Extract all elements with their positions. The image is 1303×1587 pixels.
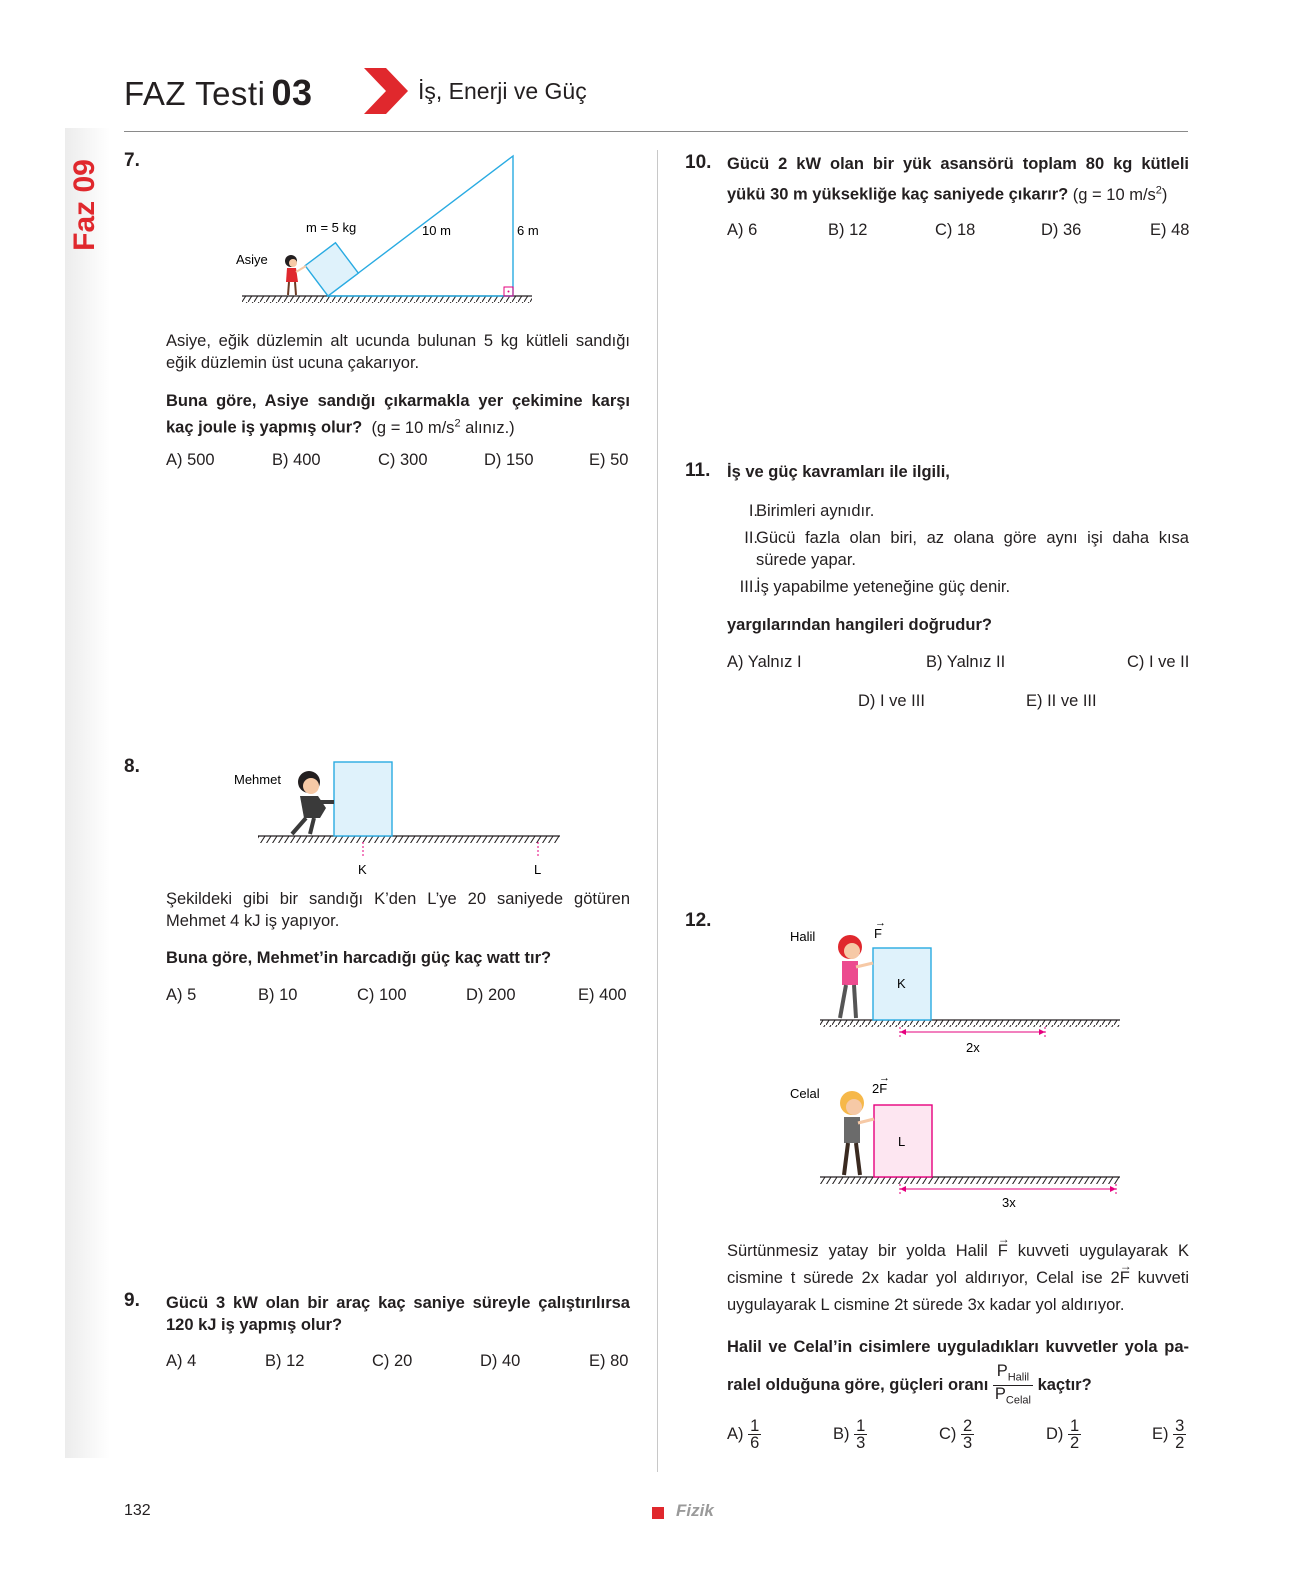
q11-question: yargılarından hangileri doğrudur? bbox=[727, 616, 992, 634]
q12-option-b[interactable]: B) $\frac{1}{3}$ bbox=[833, 1417, 866, 1452]
q12-l-label: L bbox=[898, 1134, 906, 1149]
page-number: 132 bbox=[124, 1502, 151, 1519]
q12-option-c[interactable]: C) $\frac{2}{3}$ bbox=[939, 1417, 973, 1452]
svg-text:Faz 09: Faz 09 bbox=[68, 159, 101, 251]
q12-ratio: $\frac{P_{Halil}}{P_{Celal}}$ bbox=[994, 1362, 1031, 1407]
q10-question-line1: Gücü 2 kW olan bir yük asansörü toplam 80 kg kütleli bbox=[727, 155, 1189, 173]
q7-question bbox=[166, 390, 630, 439]
q12-text: Sürtünmesiz yatay bir yolda Halil → F kuvveti uygulayarak K cismine t sürede 2x kadar yol aldırıyor, Celal ise 2→ F kuvveti uygulayarak L cismine 2t sürede 3x kadar yol aldırıyor. bbox=[727, 1238, 1189, 1319]
q7-option-b[interactable]: B) 400 bbox=[272, 451, 321, 469]
q11-option-d[interactable]: D) I ve III bbox=[858, 692, 925, 710]
q12-number: 12. bbox=[685, 910, 712, 931]
q10-question-line2: yükü 30 m yüksekliğe kaç saniyede çıkarır? (g = 10 $m/s^2$) bbox=[727, 184, 1168, 204]
q11-option-b[interactable]: B) Yalnız II bbox=[926, 653, 1006, 671]
chevron-right-icon bbox=[364, 68, 408, 114]
q11-stem: İş ve güç kavramları ile ilgili, bbox=[727, 463, 950, 481]
square-icon bbox=[652, 1507, 664, 1519]
q7-incline-figure bbox=[230, 150, 550, 310]
q9-question: Gücü 3 kW olan bir araç kaç saniye süreyle çalıştırılırsa 120 kJ iş yapmış olur? bbox=[166, 1294, 630, 1334]
q12-d2-label: 3x bbox=[1002, 1195, 1016, 1210]
q7-hyp-label: 10 m bbox=[422, 223, 451, 238]
q9-option-c[interactable]: C) 20 bbox=[372, 1352, 413, 1370]
q9-option-d[interactable]: D) 40 bbox=[480, 1352, 521, 1370]
q9-option-a[interactable]: A) 4 bbox=[166, 1352, 197, 1370]
footer-subject: Fizik bbox=[676, 1501, 714, 1520]
q12-celal-label: Celal bbox=[790, 1086, 820, 1101]
q12-question-line1: Halil ve Celal’in cisimlere uyguladıkları kuvvetler yola pa- bbox=[727, 1338, 1189, 1356]
q12-option-d[interactable]: D) $\frac{1}{2}$ bbox=[1046, 1417, 1080, 1452]
test-number: 03 bbox=[271, 72, 313, 113]
page-subtitle: İş, Enerji ve Güç bbox=[418, 78, 587, 104]
q7-text: Asiye, eğik düzlemin alt ucunda bulunan 5 kg kütleli sandığı eğik düzlemin üst ucuna çakarıyor. bbox=[166, 332, 630, 372]
q9-option-e[interactable]: E) 80 bbox=[589, 1352, 629, 1370]
q12-question-line2: ralel olduğuna göre, güçleri oranı $\frac{P_{Halil}}{P_{Celal}}$ kaçtır? bbox=[727, 1362, 1092, 1407]
svg-text:→: → bbox=[879, 1072, 890, 1084]
q11-item-3-text: İş yapabilme yeteneğine güç denir. bbox=[756, 578, 1011, 596]
q10-option-c[interactable]: C) 18 bbox=[935, 221, 976, 239]
q12-2f-label: 2F bbox=[872, 1081, 888, 1096]
q10-option-a[interactable]: A) 6 bbox=[727, 221, 758, 239]
q11-option-a[interactable]: A) Yalnız I bbox=[727, 653, 802, 671]
q12-option-a[interactable]: A) $\frac{1}{6}$ bbox=[727, 1417, 760, 1452]
q11-item-1-text: Birimleri aynıdır. bbox=[756, 502, 875, 520]
q11-option-c[interactable]: C) I ve II bbox=[1127, 653, 1190, 671]
q9-number: 9. bbox=[124, 1290, 140, 1311]
q7-option-a[interactable]: A) 500 bbox=[166, 451, 215, 469]
q10-option-e[interactable]: E) 48 bbox=[1150, 221, 1190, 239]
q8-option-b[interactable]: B) 10 bbox=[258, 986, 298, 1004]
q8-push-figure bbox=[230, 756, 570, 881]
q7-question-text: Buna göre, Asiye sandığı çıkarmakla yer çekimine karşı kaç joule iş yapmış olur? bbox=[166, 392, 630, 437]
q12-option-e[interactable]: E) $\frac{3}{2}$ bbox=[1152, 1417, 1185, 1452]
q7-person-label: Asiye bbox=[236, 252, 268, 267]
q11-number: 11. bbox=[685, 460, 711, 481]
q11-item-1-roman: I. bbox=[748, 502, 758, 520]
q12-forces-figure bbox=[790, 905, 1130, 1215]
q7-number: 7. bbox=[124, 150, 140, 171]
svg-text:→: → bbox=[875, 917, 886, 929]
q11-item-2-text: Gücü fazla olan biri, az olana göre aynı işi daha kısa sürede yapar. bbox=[756, 529, 1189, 569]
q7-mass-label: m = 5 kg bbox=[306, 220, 357, 235]
q8-person-label: Mehmet bbox=[234, 772, 281, 787]
q12-halil-label: Halil bbox=[790, 929, 816, 944]
q8-number: 8. bbox=[124, 756, 140, 777]
q8-l-label: L bbox=[534, 862, 542, 877]
header-divider bbox=[124, 131, 1188, 132]
q8-option-c[interactable]: C) 100 bbox=[357, 986, 407, 1004]
q8-k-label: K bbox=[358, 862, 367, 877]
q7-option-c[interactable]: C) 300 bbox=[378, 451, 428, 469]
q7-note: (g = 10 $m/s^2$ alınız.) bbox=[371, 417, 515, 437]
q11-item-2-roman: II. bbox=[744, 529, 758, 547]
side-band bbox=[65, 128, 110, 1458]
q8-option-e[interactable]: E) 400 bbox=[578, 986, 627, 1004]
faz-logo-icon bbox=[64, 150, 108, 260]
test-title: FAZ Testi bbox=[124, 75, 266, 112]
q8-text: Şekildeki gibi bir sandığı K’den L’ye 20 saniyede götüren Mehmet 4 kJ iş yapıyor. bbox=[166, 890, 630, 930]
q8-question: Buna göre, Mehmet’in harcadığı güç kaç watt tır? bbox=[166, 949, 552, 967]
q9-option-b[interactable]: B) 12 bbox=[265, 1352, 305, 1370]
q7-option-e[interactable]: E) 50 bbox=[589, 451, 629, 469]
q7-height-label: 6 m bbox=[517, 223, 539, 238]
q10-option-d[interactable]: D) 36 bbox=[1041, 221, 1082, 239]
column-divider bbox=[657, 150, 658, 1472]
q10-option-b[interactable]: B) 12 bbox=[828, 221, 868, 239]
q11-option-e[interactable]: E) II ve III bbox=[1026, 692, 1097, 710]
q8-option-a[interactable]: A) 5 bbox=[166, 986, 197, 1004]
q12-f-label: F bbox=[874, 926, 882, 941]
q8-option-d[interactable]: D) 200 bbox=[466, 986, 516, 1004]
page-title bbox=[124, 72, 312, 114]
q7-option-d[interactable]: D) 150 bbox=[484, 451, 534, 469]
q12-d1-label: 2x bbox=[966, 1040, 980, 1055]
q11-item-3-roman: III. bbox=[739, 578, 758, 596]
q12-k-label: K bbox=[897, 976, 906, 991]
q10-number: 10. bbox=[685, 152, 712, 173]
